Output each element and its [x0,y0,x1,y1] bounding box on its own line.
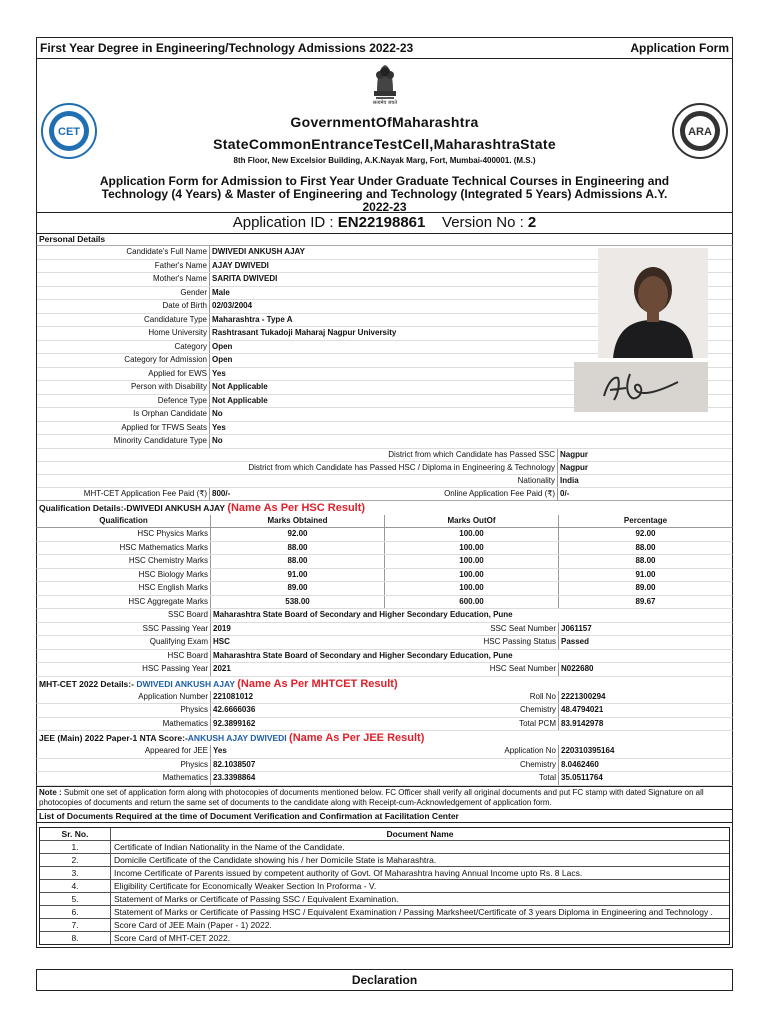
marks-cell: 538.00 [211,596,385,609]
qualification-heading [36,501,733,515]
version-value: 2 [527,214,537,231]
district-label: District from which Candidate has Passed HSC / Diploma in Engineering & Technology [37,462,558,474]
cet-cell-title: StateCommonEntranceTestCell,MaharashtraState [213,136,556,152]
document-row [40,893,729,906]
jee-label: Chemistry [385,759,559,772]
jee-label: Mathematics [37,772,211,785]
personal-detail-label: Is Orphan Candidate [37,408,210,421]
signature-icon [574,362,708,412]
document-srno: 7. [40,919,111,931]
hsc-year-value: 2021 [213,664,231,673]
personal-detail-label: Category [37,341,210,354]
fee-row [37,488,732,501]
document-row [40,867,729,880]
mhtcet-label: Total PCM [385,718,559,731]
document-srno: 8. [40,932,111,944]
jee-title: JEE (Main) 2022 Paper-1 NTA Score:- [39,733,188,743]
personal-detail-value: Yes [212,368,226,378]
documents-title: List of Documents Required at the time of Document Verification and Confirmation at Facilitation Center [37,810,732,823]
jee-label: Application No [385,745,559,758]
document-row [40,841,729,854]
online-fee-label: Online Application Fee Paid (₹) [384,488,558,500]
marks-cell: 100.00 [385,528,559,541]
svg-text:CET: CET [58,126,80,138]
district-label: Nationality [37,475,558,487]
personal-detail-label: Defence Type [37,395,210,408]
marks-cell: HSC Biology Marks [37,569,211,582]
online-fee-value: 0/- [560,488,570,498]
document-name: Score Card of JEE Main (Paper - 1) 2022. [114,919,272,930]
document-name: Domicile Certificate of the Candidate showing his / her Domicile State is Maharashtra. [114,854,437,865]
personal-detail-value: Not Applicable [212,395,268,405]
mhtcet-candidate-name: DWIVEDI ANKUSH AJAY [136,678,235,689]
ssc-seat-value: J061157 [561,623,592,633]
mht-fee-value: 800/- [212,488,231,498]
ssc-year-label: SSC Passing Year [37,623,211,636]
document-srno: 2. [40,854,111,866]
district-row [37,449,732,462]
mhtcet-row [36,718,733,732]
jee-row [36,772,733,786]
jee-candidate-name: ANKUSH AJAY DWIVEDI [187,733,287,743]
qualification-name-note: (Name As Per HSC Result) [227,501,366,514]
candidate-photo [598,248,708,358]
documents-col-name: Document Name [386,828,454,839]
marks-col-percentage: Percentage [623,515,668,525]
document-name: Eligibility Certificate for Economically Weaker Section In Proforma - V. [114,880,377,891]
district-row [37,462,732,475]
marks-cell: 88.00 [211,555,385,568]
documents-col-srno: Sr. No. [40,828,111,840]
documents-table-body [40,841,729,944]
personal-details-heading: Personal Details [36,234,733,246]
personal-detail-label: Person with Disability [37,381,210,394]
personal-detail-value: Open [212,341,233,351]
mhtcet-value: 221081012 [213,691,254,701]
marks-cell: 89.00 [211,582,385,595]
mhtcet-title: MHT-CET 2022 Details:- [39,678,134,689]
jee-value: 220310395164 [561,746,615,755]
hsc-year-row [36,663,733,677]
jee-row [36,745,733,759]
marks-row [36,582,733,596]
hsc-status-value: Passed [561,637,590,646]
marks-cell: 88.00 [211,542,385,555]
documents-table-header [40,828,729,841]
document-srno: 3. [40,867,111,879]
version-label: Version No : [442,214,528,231]
qualifying-exam-label: Qualifying Exam [37,636,211,649]
documents-section [36,810,733,948]
marks-cell: 600.00 [385,596,559,609]
marks-cell: 91.00 [211,569,385,582]
jee-value: 8.0462460 [561,759,599,769]
documents-table [39,827,730,945]
marks-col-obtained: Marks Obtained [211,515,385,528]
hsc-year-label: HSC Passing Year [37,663,211,676]
jee-row [36,759,733,773]
note-text: Submit one set of application form along with photocopies of documents mentioned below. FC Officer shall verify all original documents and put FC stamp with dated Signature on all photocopies of documents and return the same set of documents to the candidate along with Receipt-cum-Acknowledgement of application form. [39,787,704,807]
marks-cell: 92.00 [211,528,385,541]
marks-cell: 88.00 [635,556,656,565]
marks-cell: 91.00 [635,569,656,579]
ssc-board-row [36,609,733,623]
mhtcet-label: Physics [37,704,211,717]
marks-cell: HSC English Marks [37,582,211,595]
marks-cell: 100.00 [385,582,559,595]
mhtcet-value: 2221300294 [561,691,606,701]
hsc-seat-value: N022680 [561,664,594,673]
mhtcet-name-note: (Name As Per MHTCET Result) [237,677,398,690]
mhtcet-label: Roll No [385,691,559,704]
marks-cell: 89.00 [635,583,656,592]
ssc-board-label: SSC Board [37,609,211,622]
personal-details-district-rows [37,449,732,488]
document-name: Certificate of Indian Nationality in the Name of the Candidate. [114,841,345,852]
mhtcet-value: 42.6666036 [213,705,256,714]
marks-cell: 88.00 [635,542,656,552]
qualification-title: Qualification Details:-DWIVEDI ANKUSH AJAY [39,502,225,513]
application-form-title: Application Form for Admission to First Year Under Graduate Technical Courses in Engineering and Technology (4 Years) & Master of Engineering and Technology (Integrated 5 Years) Admissions A.Y. 2022-23 [99,174,670,214]
jee-value: Yes [213,746,227,755]
document-row [40,919,729,932]
personal-detail-value: Open [212,355,233,364]
personal-detail-label: Candidate's Full Name [37,246,210,259]
document-name: Income Certificate of Parents issued by competent authority of Govt. Of Maharashtra having Annual Income upto Rs. 8 Lacs. [114,867,583,878]
document-srno: 6. [40,906,111,918]
personal-details-section [36,246,733,501]
document-row [40,932,729,944]
marks-col-qualification: Qualification [37,515,211,528]
application-id-bar [36,213,733,234]
marks-cell: 100.00 [385,542,559,555]
personal-detail-label: Home University [37,327,210,340]
mhtcet-table [36,691,733,732]
jee-value: 23.3398864 [213,773,256,782]
jee-label: Appeared for JEE [37,745,211,758]
personal-detail-value: Not Applicable [212,382,268,391]
marks-cell: 100.00 [385,569,559,582]
personal-detail-label: Date of Birth [37,300,210,313]
mhtcet-row [36,704,733,718]
marks-row [36,555,733,569]
document-srno: 5. [40,893,111,905]
district-label: District from which Candidate has Passed SSC [37,449,558,461]
document-row [40,906,729,919]
personal-detail-value: Maharashtra - Type A [212,314,293,324]
document-row [40,880,729,893]
district-value: Nagpur [560,462,588,472]
jee-value: 82.1038507 [213,759,256,769]
hsc-seat-label: HSC Seat Number [385,663,559,676]
marks-table-body [36,528,733,609]
mhtcet-value: 48.4794021 [561,705,604,714]
personal-detail-value: Rashtrasant Tukadoji Maharaj Nagpur University [212,328,397,337]
marks-row [36,596,733,610]
personal-detail-label: Candidature Type [37,314,210,327]
personal-detail-label: Father's Name [37,260,210,273]
marks-cell: 89.67 [635,596,656,606]
mhtcet-value: 83.9142978 [561,718,604,728]
personal-detail-value: DWIVEDI ANKUSH AJAY [212,247,305,256]
mhtcet-heading [36,677,733,691]
jee-label: Physics [37,759,211,772]
personal-detail-label: Category for Admission [37,354,210,367]
ssc-year-value: 2019 [213,623,231,633]
marks-cell: HSC Physics Marks [37,528,211,541]
form-header-type: Application Form [630,41,729,55]
jee-name-note: (Name As Per JEE Result) [289,732,425,744]
personal-detail-value: SARITA DWIVEDI [212,274,278,283]
personal-detail-value: Male [212,287,230,297]
ssc-seat-label: SSC Seat Number [385,623,559,636]
mhtcet-row [36,691,733,705]
emblem-caption: सत्यमेव जयते [372,100,398,106]
document-row [40,854,729,867]
document-srno: 1. [40,841,111,853]
personal-detail-value: 02/03/2004 [212,301,253,310]
svg-text:ARA: ARA [688,126,712,138]
marks-cell: 100.00 [385,555,559,568]
qualifying-exam-row [36,636,733,650]
candidate-signature [574,362,708,412]
marks-col-outof: Marks OutOf [385,515,559,528]
personal-detail-value: No [212,409,223,418]
marks-table-header [36,515,733,529]
qualifying-exam-value: HSC [213,637,230,646]
application-form-page [36,37,733,1024]
marks-row [36,542,733,556]
mhtcet-value: 92.3899162 [213,718,256,728]
application-id-label: Application ID : [232,214,338,231]
jee-heading [36,731,733,745]
candidate-photo-icon [598,248,708,358]
hsc-board-label: HSC Board [37,650,211,663]
jee-value: 35.0511764 [561,773,603,782]
personal-detail-label: Gender [37,287,210,300]
hsc-status-label: HSC Passing Status [385,636,559,649]
document-srno: 4. [40,880,111,892]
marks-cell: HSC Aggregate Marks [37,596,211,609]
jee-label: Total [385,772,559,785]
district-value: India [560,475,579,485]
document-name: Statement of Marks or Certificate of Passing SSC / Equivalent Examination. [114,893,399,904]
personal-detail-label: Minority Candidature Type [37,435,210,448]
ssc-year-row [36,623,733,637]
jee-table [36,745,733,786]
personal-detail-row [37,435,732,449]
note-label: Note : [39,787,62,797]
personal-detail-value: No [212,436,223,445]
marks-cell: HSC Chemistry Marks [37,555,211,568]
mhtcet-label: Chemistry [385,704,559,717]
marks-row [36,569,733,583]
personal-detail-label: Applied for TFWS Seats [37,422,210,435]
hsc-board-row [36,650,733,664]
personal-detail-label: Applied for EWS [37,368,210,381]
mht-fee-label: MHT-CET Application Fee Paid (₹) [37,488,210,500]
marks-row [36,528,733,542]
declaration-heading: Declaration [36,969,733,991]
personal-detail-row [37,422,732,436]
document-name: Statement of Marks or Certificate of Passing HSC / Equivalent Examination / Passing Marksheet/Certificate of 3 years Diploma in Engineering and Technology . [114,906,713,917]
banner [36,59,733,213]
district-value: Nagpur [560,449,588,459]
submission-note [36,786,733,810]
document-name: Score Card of MHT-CET 2022. [114,932,231,943]
ssc-board-value: Maharashtra State Board of Secondary and Higher Secondary Education, Pune [213,610,513,619]
marks-cell: 92.00 [635,529,656,538]
personal-detail-value: Yes [212,422,226,432]
government-title: GovernmentOfMaharashtra [290,114,479,130]
district-row [37,475,732,488]
personal-detail-label: Mother's Name [37,273,210,286]
hsc-board-value: Maharashtra State Board of Secondary and Higher Secondary Education, Pune [213,650,513,660]
mhtcet-label: Application Number [37,691,211,704]
form-header [36,37,733,59]
cet-address: 8th Floor, New Excelsior Building, A.K.Nayak Marg, Fort, Mumbai-400001. (M.S.) [233,156,536,165]
mhtcet-label: Mathematics [37,718,211,731]
personal-detail-value: AJAY DWIVEDI [212,260,269,270]
application-id-value: EN22198861 [337,214,426,231]
form-header-title: First Year Degree in Engineering/Technology Admissions 2022-23 [40,41,414,55]
marks-cell: HSC Mathematics Marks [37,542,211,555]
